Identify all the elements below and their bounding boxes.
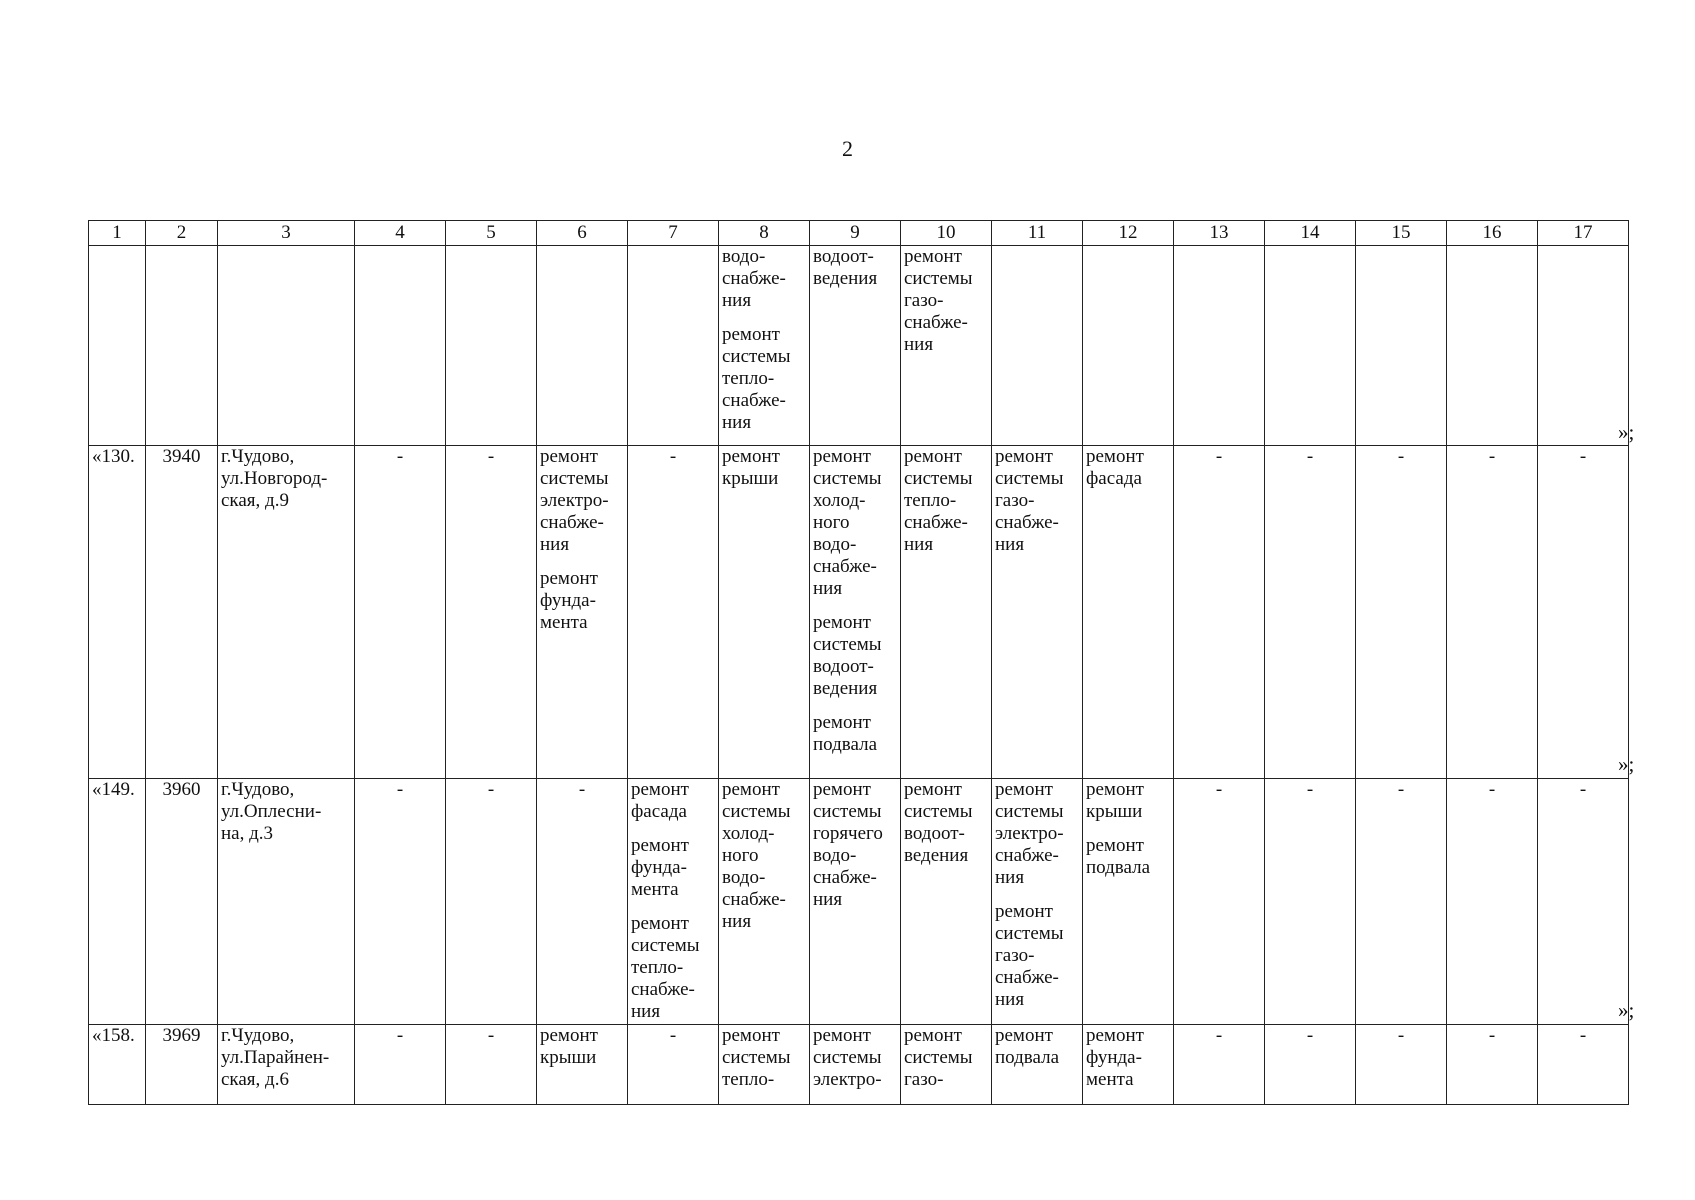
cell-entry: -	[1397, 1025, 1405, 1046]
cell-entry: -	[396, 1025, 404, 1046]
repair-schedule-table	[88, 220, 1629, 1105]
cell-entry: ремонт крыши	[1086, 779, 1144, 822]
table-cell	[1174, 779, 1265, 1025]
column-number: 12	[1083, 221, 1174, 246]
column-number: 13	[1174, 221, 1265, 246]
closing-quote-mark: »;	[1618, 420, 1635, 444]
column-number: 11	[992, 221, 1083, 246]
table-cell	[810, 446, 901, 779]
table-cell	[901, 246, 992, 446]
table-cell	[1356, 246, 1447, 446]
table-cell	[1174, 1025, 1265, 1105]
table-cell	[1356, 1025, 1447, 1105]
table-cell	[355, 1025, 446, 1105]
cell-entry: -	[1579, 779, 1587, 800]
table-cell	[719, 446, 810, 779]
table-cell	[628, 246, 719, 446]
cell-entry: водоот- ведения	[813, 246, 878, 289]
table-cell	[537, 779, 628, 1025]
table-cell	[146, 779, 218, 1025]
cell-entry: 3969	[162, 1025, 201, 1046]
table-cell	[1356, 446, 1447, 779]
table-cell	[146, 246, 218, 446]
cell-entry: -	[1306, 779, 1314, 800]
page-number: 2	[842, 136, 853, 161]
table-cell	[1538, 446, 1629, 779]
table-cell	[901, 779, 992, 1025]
cell-entry: ремонт системы электро- снабже- ния	[995, 779, 1064, 888]
cell-entry: ремонт системы водоот- ведения	[813, 612, 882, 699]
cell-entry: -	[1488, 1025, 1496, 1046]
column-number: 5	[446, 221, 537, 246]
cell-entry: -	[396, 446, 404, 467]
cell-entry: -	[1306, 446, 1314, 467]
closing-quote-mark: »;	[1618, 752, 1635, 776]
table-cell	[89, 1025, 146, 1105]
closing-quote-mark: »;	[1618, 998, 1635, 1022]
table-cell	[537, 1025, 628, 1105]
cell-entry: -	[1215, 1025, 1223, 1046]
table-cell	[446, 779, 537, 1025]
cell-entry: -	[1488, 446, 1496, 467]
table-cell	[1265, 1025, 1356, 1105]
table-cell	[446, 446, 537, 779]
cell-entry: 3940	[162, 446, 201, 467]
cell-entry: ремонт крыши	[540, 1025, 598, 1068]
cell-entry: ремонт системы электро-	[813, 1025, 882, 1090]
cell-entry: ремонт подвала	[995, 1025, 1060, 1068]
table-cell	[537, 246, 628, 446]
cell-entry: -	[1579, 446, 1587, 467]
table-cell	[1083, 779, 1174, 1025]
table-cell	[810, 246, 901, 446]
table-row	[89, 779, 1629, 1025]
cell-entry: ремонт системы электро- снабже- ния	[540, 446, 609, 555]
cell-entry: ремонт крыши	[722, 446, 780, 489]
table-cell	[1447, 1025, 1538, 1105]
table-row	[89, 246, 1629, 446]
table-cell	[218, 779, 355, 1025]
table-cell	[537, 446, 628, 779]
table-cell	[1265, 246, 1356, 446]
cell-entry: ремонт системы холод- ного водо- снабже- ния	[813, 446, 882, 599]
cell-entry: ремонт системы горячего водо- снабже- ния	[813, 779, 883, 910]
table-cell	[89, 246, 146, 446]
cell-entry: -	[396, 779, 404, 800]
table-cell	[992, 446, 1083, 779]
table-cell	[719, 779, 810, 1025]
column-number: 10	[901, 221, 992, 246]
table-cell	[901, 1025, 992, 1105]
table-cell	[1447, 446, 1538, 779]
table-cell	[810, 779, 901, 1025]
table-cell	[89, 779, 146, 1025]
column-number: 16	[1447, 221, 1538, 246]
table-cell	[992, 246, 1083, 446]
cell-entry: -	[1215, 779, 1223, 800]
table-cell	[446, 1025, 537, 1105]
table-cell	[355, 246, 446, 446]
cell-entry: ремонт фасада	[1086, 446, 1144, 489]
cell-entry: -	[1579, 1025, 1587, 1046]
cell-entry: -	[1397, 446, 1405, 467]
cell-entry: -	[669, 446, 677, 467]
cell-entry: -	[578, 779, 586, 800]
cell-entry: ремонт системы тепло- снабже- ния	[722, 324, 791, 433]
table-cell	[1265, 446, 1356, 779]
table-cell	[719, 246, 810, 446]
table-cell	[901, 446, 992, 779]
cell-entry: -	[487, 779, 495, 800]
table-cell	[1356, 779, 1447, 1025]
table-cell	[218, 246, 355, 446]
table-cell	[810, 1025, 901, 1105]
cell-entry: ремонт системы тепло- снабже- ния	[631, 913, 700, 1022]
table-cell	[1083, 446, 1174, 779]
table-cell	[218, 446, 355, 779]
cell-entry: г.Чудово, ул.Оплесни- на, д.3	[221, 779, 322, 844]
column-number: 9	[810, 221, 901, 246]
column-number: 8	[719, 221, 810, 246]
cell-entry: г.Чудово, ул.Парайнен- ская, д.6	[221, 1025, 330, 1090]
cell-entry: ремонт системы водоот- ведения	[904, 779, 973, 866]
column-number: 1	[89, 221, 146, 246]
cell-entry: ремонт системы газо-	[904, 1025, 973, 1090]
table-cell	[992, 1025, 1083, 1105]
table-cell	[992, 779, 1083, 1025]
cell-entry: -	[1397, 779, 1405, 800]
cell-entry: ремонт фунда- мента	[540, 568, 598, 633]
table-cell	[355, 779, 446, 1025]
table-cell	[89, 446, 146, 779]
column-number: 14	[1265, 221, 1356, 246]
column-number: 7	[628, 221, 719, 246]
column-number: 6	[537, 221, 628, 246]
column-number: 2	[146, 221, 218, 246]
cell-entry: -	[1306, 1025, 1314, 1046]
table-cell	[1447, 779, 1538, 1025]
column-number: 4	[355, 221, 446, 246]
cell-entry: ремонт подвала	[813, 712, 878, 755]
cell-entry: ремонт системы тепло- снабже- ния	[904, 446, 973, 555]
cell-entry: водо- снабже- ния	[722, 246, 786, 311]
table-cell	[146, 446, 218, 779]
column-number: 3	[218, 221, 355, 246]
table-row	[89, 446, 1629, 779]
cell-entry: ремонт системы газо- снабже- ния	[995, 446, 1064, 555]
cell-entry: -	[487, 446, 495, 467]
table-cell	[628, 1025, 719, 1105]
table-cell	[1447, 246, 1538, 446]
table-cell	[719, 1025, 810, 1105]
cell-entry: «130.	[92, 446, 135, 467]
cell-entry: ремонт системы газо- снабже- ния	[904, 246, 973, 355]
cell-entry: ремонт системы холод- ного водо- снабже- ния	[722, 779, 791, 932]
table-cell	[1083, 246, 1174, 446]
table-cell	[1538, 1025, 1629, 1105]
column-number-row	[89, 221, 1629, 246]
table-cell	[628, 446, 719, 779]
table-cell	[146, 1025, 218, 1105]
cell-entry: 3960	[162, 779, 201, 800]
table-cell	[1174, 446, 1265, 779]
column-number: 17	[1538, 221, 1629, 246]
table-cell	[1265, 779, 1356, 1025]
cell-entry: «149.	[92, 779, 135, 800]
table-cell	[1083, 1025, 1174, 1105]
table-cell	[1174, 246, 1265, 446]
cell-entry: ремонт фунда- мента	[1086, 1025, 1144, 1090]
table-cell	[355, 446, 446, 779]
cell-entry: г.Чудово, ул.Новгород- ская, д.9	[221, 446, 328, 511]
cell-entry: -	[669, 1025, 677, 1046]
table-cell	[1538, 246, 1629, 446]
cell-entry: «158.	[92, 1025, 135, 1046]
cell-entry: -	[1488, 779, 1496, 800]
cell-entry: -	[1215, 446, 1223, 467]
cell-entry: ремонт фунда- мента	[631, 835, 689, 900]
table-cell	[628, 779, 719, 1025]
table-row	[89, 1025, 1629, 1105]
cell-entry: ремонт подвала	[1086, 835, 1151, 878]
cell-entry: -	[487, 1025, 495, 1046]
table-cell	[218, 1025, 355, 1105]
table-cell	[1538, 779, 1629, 1025]
column-number: 15	[1356, 221, 1447, 246]
cell-entry: ремонт системы тепло-	[722, 1025, 791, 1090]
cell-entry: ремонт фасада	[631, 779, 689, 822]
table-cell	[446, 246, 537, 446]
cell-entry: ремонт системы газо- снабже- ния	[995, 901, 1064, 1010]
